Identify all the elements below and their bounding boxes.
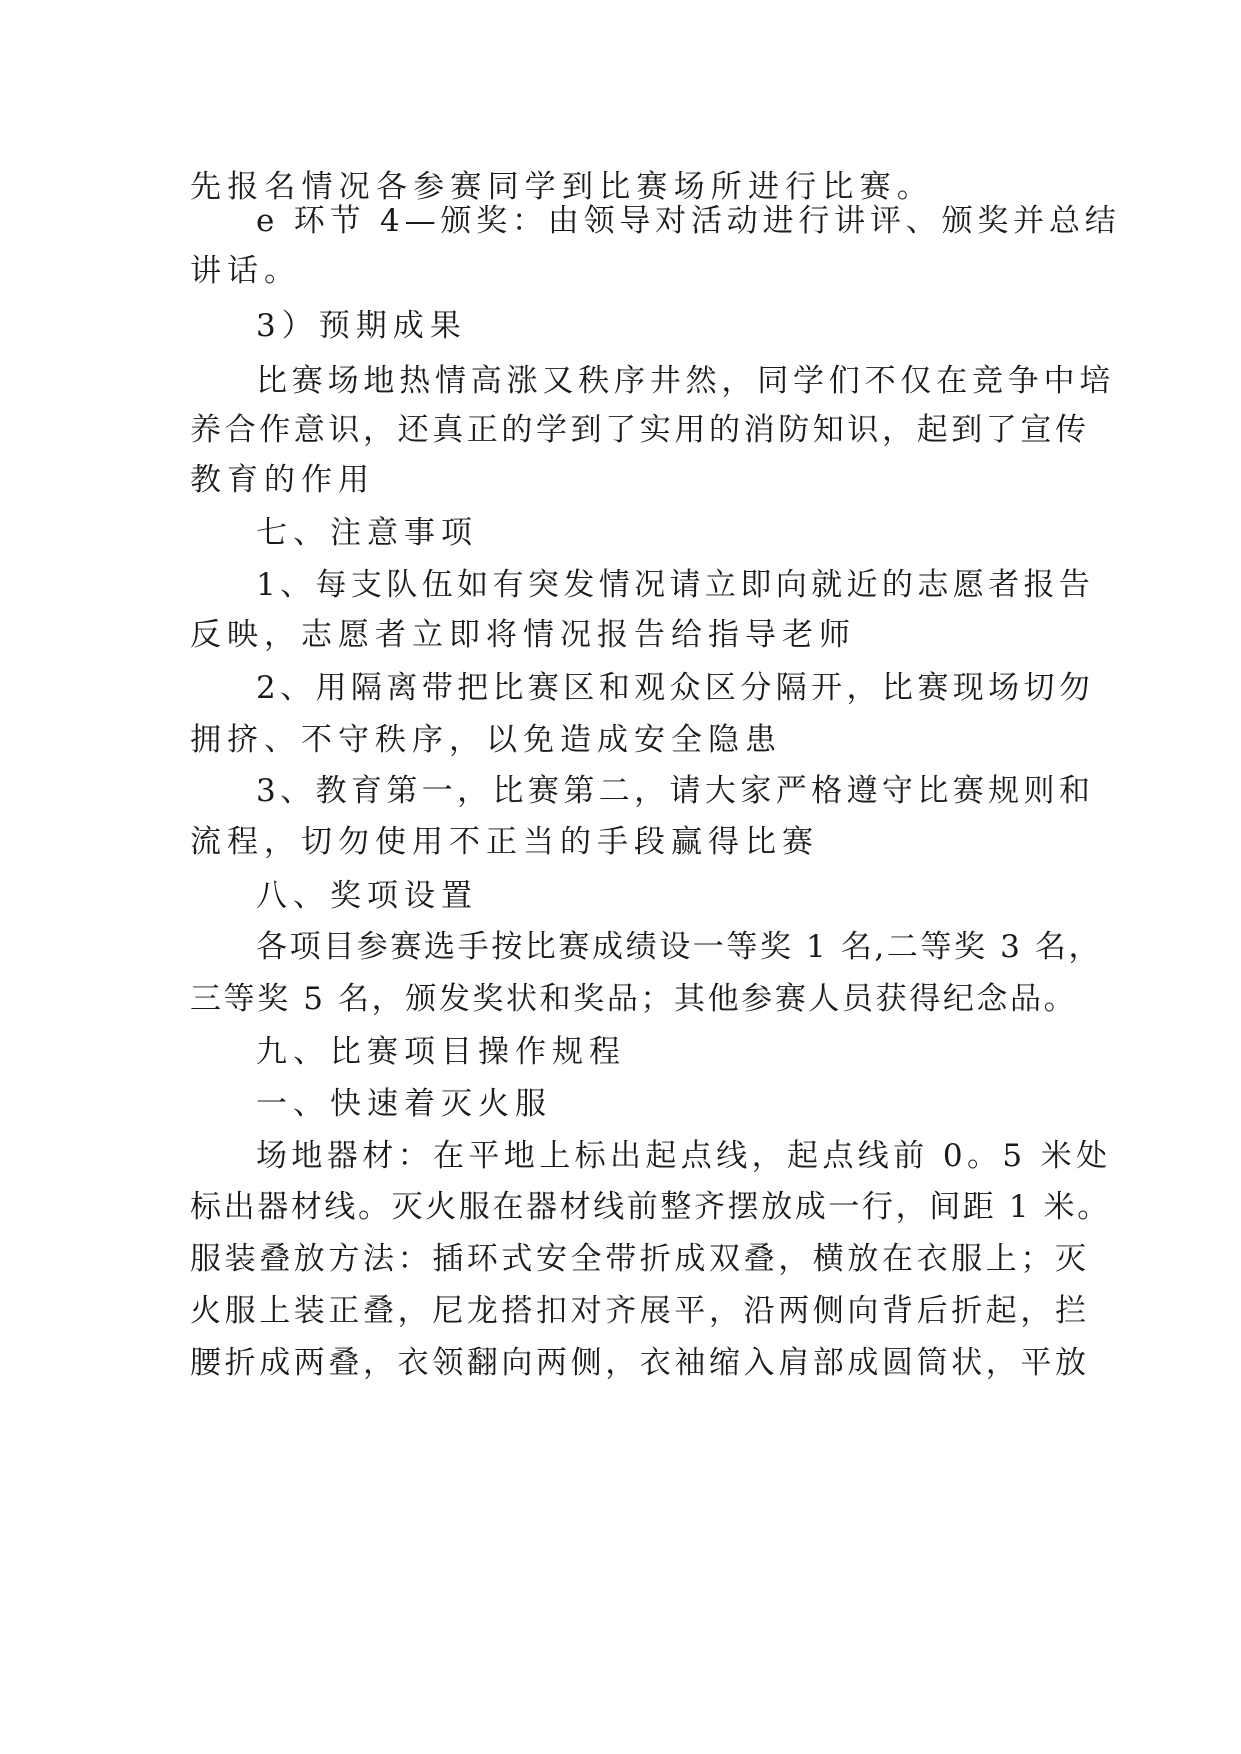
section-heading: 八、奖项设置 [256, 878, 478, 914]
text-line: 标出器材线。灭火服在器材线前整齐摆放成一行，间距 1 米。 [190, 1189, 1111, 1225]
text-line: 流程，切勿使用不正当的手段赢得比赛 [190, 824, 819, 860]
text-line: 服装叠放方法：插环式安全带折成双叠，横放在衣服上；灭 [190, 1241, 1090, 1277]
text-line: 三等奖 5 名，颁发奖状和奖品；其他参赛人员获得纪念品。 [190, 981, 1078, 1017]
text-line: 比赛场地热情高涨又秩序井然，同学们不仅在竞争中培 [256, 363, 1116, 399]
text-line: 火服上装正叠，尼龙搭扣对齐展平，沿两侧向背后折起，拦 [190, 1293, 1090, 1329]
text-line: 教育的作用 [190, 462, 375, 498]
text-line: 拥挤、不守秩序，以免造成安全隐患 [190, 722, 782, 758]
text-line: 反映，志愿者立即将情况报告给指导老师 [190, 617, 856, 653]
text-line: 2、用隔离带把比赛区和观众区分隔开，比赛现场切勿 [256, 670, 1095, 706]
text-line: 各项目参赛选手按比赛成绩设一等奖 1 名,二等奖 3 名， [256, 929, 1103, 965]
section-heading: 七、注意事项 [256, 515, 478, 551]
text-line: 讲话。 [190, 253, 301, 289]
text-line: e 环节 4—颁奖：由领导对活动进行讲评、颁奖并总结 [256, 203, 1121, 239]
section-heading: 3）预期成果 [256, 308, 467, 344]
text-line: 场地器材：在平地上标出起点线，起点线前 0。5 米处 [256, 1138, 1112, 1174]
text-line: 养合作意识，还真正的学到了实用的消防知识，起到了宣传 [190, 412, 1090, 448]
text-line: 腰折成两叠，衣领翻向两侧，衣袖缩入肩部成圆筒状，平放 [190, 1345, 1090, 1381]
section-heading: 九、比赛项目操作规程 [256, 1034, 626, 1070]
text-line: 1、每支队伍如有突发情况请立即向就近的志愿者报告 [256, 567, 1095, 603]
text-line: 3、教育第一，比赛第二，请大家严格遵守比赛规则和 [256, 773, 1095, 809]
text-line: 先报名情况各参赛同学到比赛场所进行比赛。 [190, 169, 934, 205]
section-heading: 一、快速着灭火服 [256, 1086, 552, 1122]
